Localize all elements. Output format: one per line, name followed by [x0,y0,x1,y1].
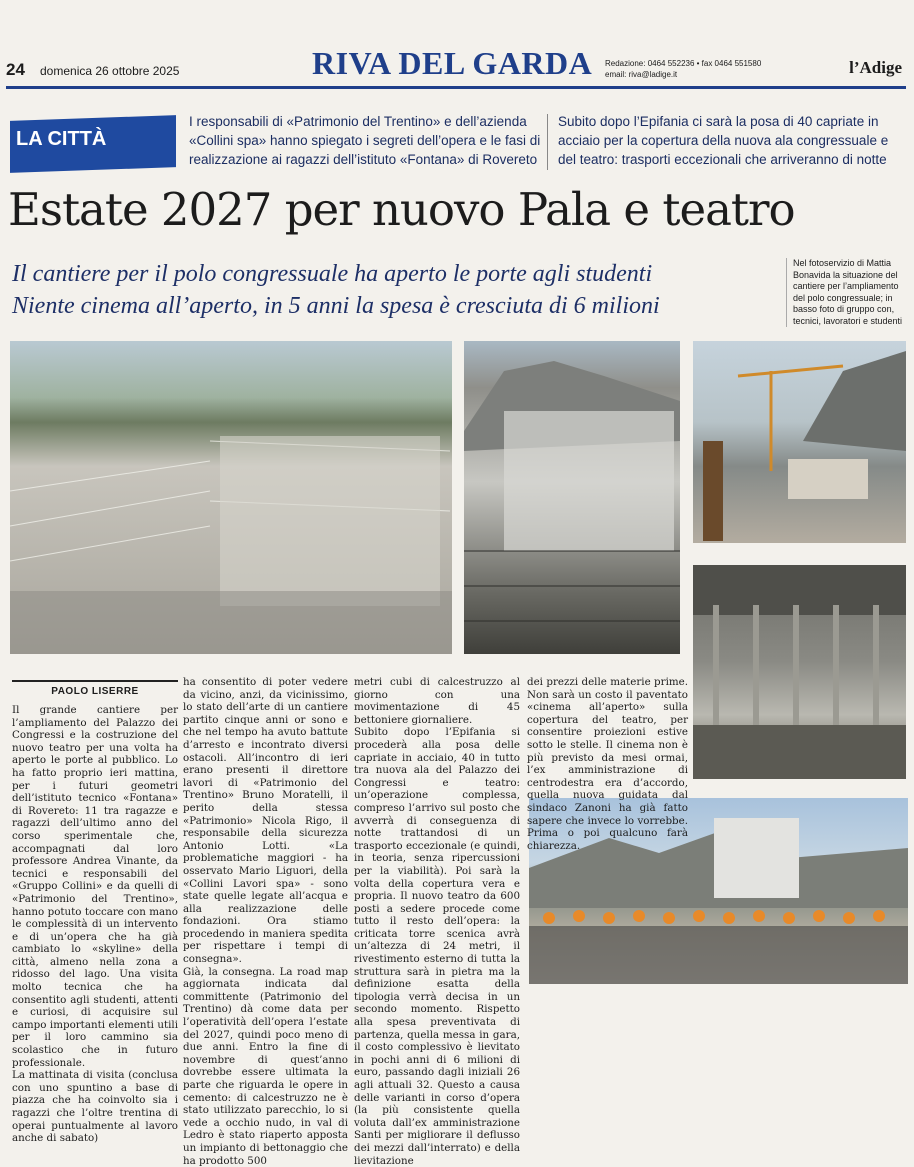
author-byline: PAOLO LISERRE [51,686,139,697]
crane-illustration [693,341,906,543]
construction-site-photo-main [10,341,452,654]
subhead-line-1: Il cantiere per il polo congressuale ha aperto le porte agli studenti [12,261,653,287]
article-column-1: Il grande cantiere per l’ampliamento del Palazzo dei Congressi e la costruzione del nuovo teatro per una volta ha aperto le porte al pubblico. Lo ha fatto proprio ieri mattina, per i futuri geometri dell’istituto tecnico «Fontana» di Rovereto: 11 tra ragazze e ragazzi dell’ultimo anno del corso sperimentale che, accompagnati dal loro professore Andrea Vinante, da tecnici e responsabili del «Gruppo Collini» e da quelli di «Patrimonio del Trentino», hanno potuto toccare con mano le complessità di un intervento e di un’opera che ha già cambiato lo «skyline» della città, almeno nella zona a ridosso del lago. Una visita molto tecnica che ha consentito agli studenti, attenti e curiosi, di acquisire sul campo importanti elementi utili per il loro cammino sia scolastico che in futuro professionale. La mattinata di visita (conclusa con uno spuntino a base di piazza che ha coinvolto sia i ragazzi che l’oltre trentina di operai puntualmente al lavoro anche di sabato) [12,704,178,1145]
contact-phone-fax: Redazione: 0464 552236 • fax 0464 551580 [605,59,762,68]
scaffolding-tower-photo [464,341,680,654]
tower-illustration [464,341,680,654]
newsroom-contacts [605,58,761,80]
interior-columns-photo [693,565,906,779]
article-column-4: dei prezzi delle materie prime. Non sarà un costo il paventato «cinema all’aperto» sulla copertura del teatro, per consentire proiezioni estive sotto le stelle. Il cinema non è più previsto da mesi ormai, l’ex amministrazione di centrodestra era d’accordo, quella nuova guidata dal sindaco Zanoni ha già fatto sapere che invece lo vorrebbe. Prima o poi qualcuno farà chiarezza. [527,676,688,852]
newspaper-logo: l’Adige [849,58,902,77]
contact-email: email: riva@ladige.it [605,70,678,79]
category-badge [10,115,176,173]
subhead-line-2: Niente cinema all’aperto, in 5 anni la spesa è cresciuta di 6 milioni [12,293,660,319]
article-headline: Estate 2027 per nuovo Pala e teatro [8,183,795,236]
article-column-2: ha consentito di poter vedere da vicino, anzi, da vicinissimo, lo stato dell’arte di un cantiere partito cinque anni or sono e che nel tempo ha avuto battute d’arresto e incontrato diversi ostacoli. All’incontro di ieri erano presenti il direttore lavori di «Patrimonio del Trentino» Bruno Moratelli, il perito della stessa «Patrimonio» Nicola Rigo, il responsabile della sicurezza Antonio Lotti. «La problematiche maggiori - ha osservato Mario Liguori, della «Collini Lavori spa» - sono state quelle legate all’acqua e alla realizzazione delle fondazioni. Ora stiamo procedendo in maniera spedita per rispettare i tempi di consegna». Già, la consegna. La road map aggiornata indicata dal committente (Patrimonio del Trentino) dà come data per l’operatività dell’opera l’estate del 2027, quindi poco meno di due anni. Entro la fine di novembre di quest’anno dovrebbe essere ultimata la parte che riguarda le opere in cemento: di calcestruzzo ne è stato utilizzato parecchio, lo si vede a occhio nudo, in val di Ledro è stato riaperto apposta un impianto di bettonaggio che ha prodotto 500 [183,676,348,1167]
byline-rule [12,680,178,682]
scaffold-illustration [10,341,452,654]
columns-illustration [693,565,906,779]
header-rule [6,86,906,89]
page-number: 24 [6,60,25,79]
kicker-left: I responsabili di «Patrimonio del Trentino» e dell’azienda «Collini spa» hanno spiegato i segreti dell’opera e le fasi di realizzazione ai ragazzi dell’istituto «Fontana» di Rovereto [189,114,541,167]
article-subheadline [12,258,782,322]
crane-lake-photo [693,341,906,543]
category-badge-label: LA CITTÀ [16,128,107,150]
photo-caption: Nel fotoservizio di Mattia Bonavida la situazione del cantiere per l’ampliamento del polo congressuale; in basso foto di gruppo con, tecnici, lavoratori e studenti [786,258,906,327]
article-column-3: metri cubi di calcestruzzo al giorno con una movimentazione di 45 bettoniere giornaliere. Subito dopo l’Epifania si procederà alla posa delle capriate in acciaio, 40 in tutto tra nuova ala del Palazzo dei Congressi e teatro: un’operazione complessa, compreso l’arrivo sul posto che avverrà di conseguenza di notte trattandosi di un trasporto eccezionale (e quindi, in teoria, senza ripercussioni per la viabilità). Poi sarà la volta della copertura vera e propria. Il nuovo teatro da 600 posti a sedere procede come tutto il resto dell’opera: la criticata torre scenica avrà un’altezza di 24 metri, il rivestimento esterno di tutta la struttura sarà in pietra ma la definizione esatta della tipologia verrà decisa in un secondo momento. Rispetto alla spesa preventivata di partenza, quella messa in gara, il costo complessivo è lievitato in pochi anni di 6 milioni di euro, passando dagli iniziali 26 agli attuali 32. Questo a causa delle varianti in corso d’opera (la più consistente quella voluta dall’ex amministrazione Santi per migliorare il deflusso dei mezzi dall’interrato) e della lievitazione [354,676,520,1167]
kicker-divider [547,114,548,170]
page-header [0,0,914,92]
section-title: RIVA DEL GARDA [312,45,593,81]
kicker-right: Subito dopo l’Epifania ci sarà la posa di 40 capriate in acciaio per la copertura della nuova ala congressuale e del teatro: trasporti eccezionali che arriveranno di notte [558,114,889,167]
issue-date: domenica 26 ottobre 2025 [40,64,180,78]
